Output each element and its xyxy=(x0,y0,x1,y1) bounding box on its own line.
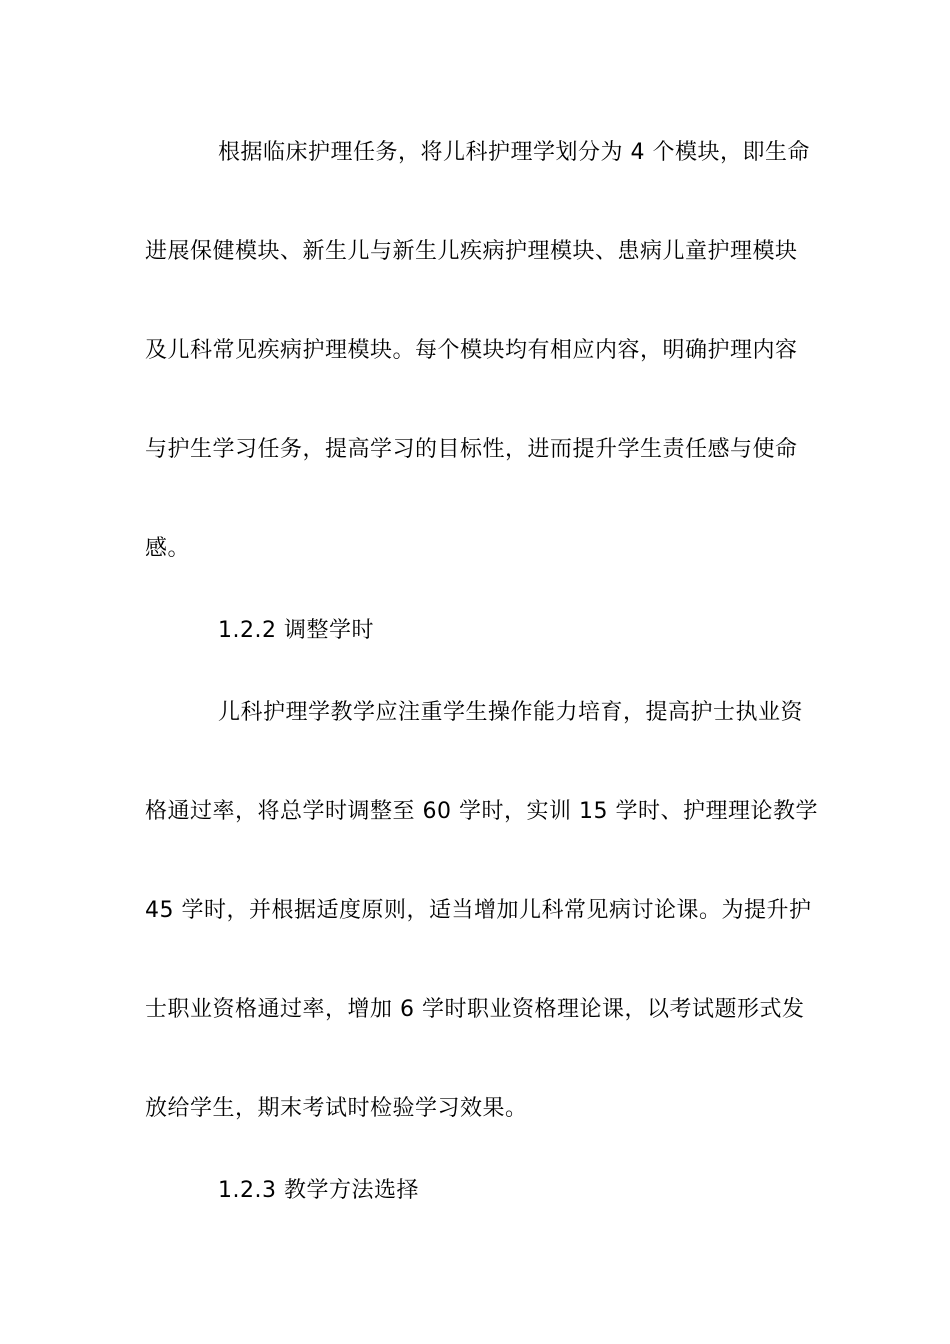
paragraph-2-line-5: 放给学生，期末考试时检验学习效果。 xyxy=(145,1096,528,1121)
paragraph-2-line-2: 格通过率，将总学时调整至 60 学时，实训 15 学时、护理理论教学 xyxy=(145,799,818,824)
paragraph-2-line-1: 儿科护理学教学应注重学生操作能力培育，提高护士执业资 xyxy=(218,700,804,725)
section-heading-1-2-2: 1.2.2 调整学时 xyxy=(218,618,374,643)
paragraph-1-line-5: 感。 xyxy=(145,536,191,561)
paragraph-1-line-1: 根据临床护理任务，将儿科护理学划分为 4 个模块，即生命 xyxy=(218,140,810,165)
paragraph-2-line-4: 士职业资格通过率，增加 6 学时职业资格理论课，以考试题形式发 xyxy=(145,997,805,1022)
section-heading-1-2-3: 1.2.3 教学方法选择 xyxy=(218,1178,419,1203)
paragraph-1-line-4: 与护生学习任务，提高学习的目标性，进而提升学生责任感与使命 xyxy=(145,437,798,462)
paragraph-1-line-2: 进展保健模块、新生儿与新生儿疾病护理模块、患病儿童护理模块 xyxy=(145,239,798,264)
paragraph-2-line-3: 45 学时，并根据适度原则，适当增加儿科常见病讨论课。为提升护 xyxy=(145,898,812,923)
paragraph-1-line-3: 及儿科常见疾病护理模块。每个模块均有相应内容，明确护理内容 xyxy=(145,338,798,363)
